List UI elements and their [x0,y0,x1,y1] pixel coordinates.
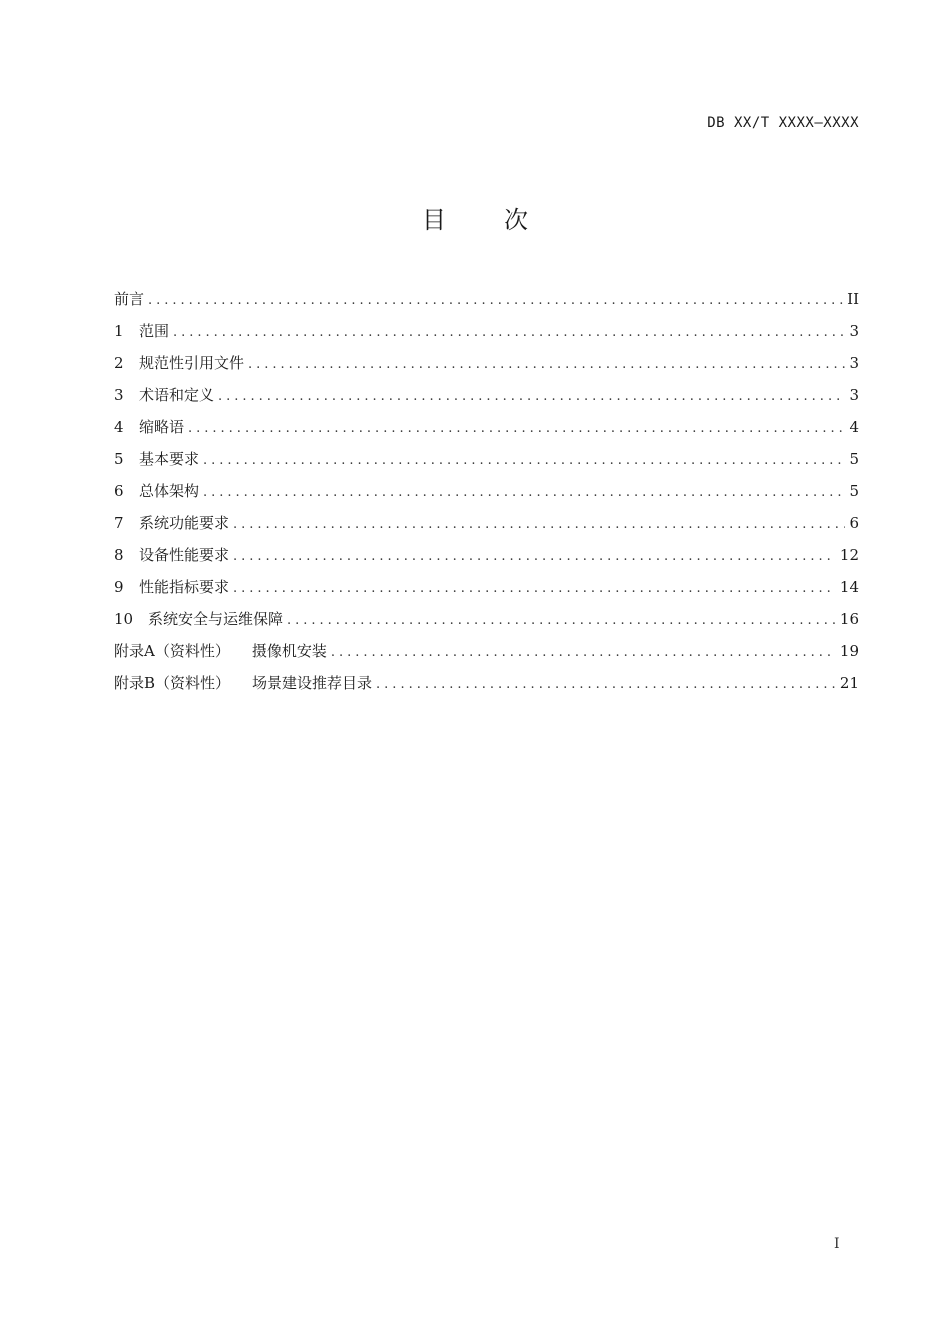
toc-entry-number: 附录B（资料性） [114,674,231,692]
toc-entry-6[interactable] [114,480,859,512]
toc-dot-leader [287,613,836,628]
toc-dot-leader [173,325,845,340]
toc-entry-label: 摄像机安装 [251,642,327,660]
toc-entry-appendix-a[interactable] [114,640,859,672]
toc-dot-leader [203,485,845,500]
toc-title [0,200,950,235]
toc-entry-label: 设备性能要求 [139,546,230,564]
toc-entry-1[interactable] [114,320,859,352]
toc-entry-label: 术语和定义 [139,386,215,404]
toc-entry-page: 4 [849,418,859,436]
toc-entry-label: 系统功能要求 [139,514,230,532]
toc-dot-leader [233,517,845,532]
toc-entry-label: 场景建设推荐目录 [252,674,373,692]
toc-entry-foreword[interactable] [114,288,859,320]
toc-entry-number: 6 [114,482,124,500]
toc-entry-page: 14 [839,578,859,596]
toc-dot-leader [248,357,845,372]
toc-entry-number: 2 [114,354,124,372]
toc-entry-page: 3 [849,322,859,340]
toc-entry-appendix-b[interactable] [114,672,859,704]
toc-entry-page: 6 [849,514,859,532]
toc-entry-page: 21 [839,674,859,692]
toc-entry-label: 系统安全与运维保障 [148,610,284,628]
toc-entry-5[interactable] [114,448,859,480]
toc-entry-7[interactable] [114,512,859,544]
toc-entry-page: 19 [839,642,859,660]
toc-entry-label: 缩略语 [139,418,185,436]
toc-entry-number: 9 [114,578,124,596]
toc-dot-leader [148,293,843,308]
toc-list [114,288,859,704]
toc-entry-8[interactable] [114,544,859,576]
toc-entry-9[interactable] [114,576,859,608]
toc-entry-10[interactable] [114,608,859,640]
toc-entry-label: 前言 [114,290,145,308]
toc-entry-label: 范围 [139,322,170,340]
toc-entry-label: 性能指标要求 [139,578,230,596]
toc-entry-2[interactable] [114,352,859,384]
toc-title-part1: 目 [422,206,446,234]
toc-entry-page: 3 [849,354,859,372]
toc-entry-number: 7 [114,514,124,532]
toc-dot-leader [218,389,845,404]
toc-entry-page: 16 [839,610,859,628]
toc-entry-number: 3 [114,386,124,404]
toc-entry-3[interactable] [114,384,859,416]
toc-entry-page: 3 [849,386,859,404]
toc-entry-label: 基本要求 [139,450,200,468]
toc-entry-number: 1 [114,322,124,340]
toc-title-part2: 次 [504,206,528,234]
toc-entry-number: 5 [114,450,124,468]
toc-dot-leader [203,453,845,468]
document-code: DB XX/T XXXX—XXXX [707,115,859,131]
toc-entry-4[interactable] [114,416,859,448]
page-number: I [834,1236,840,1252]
toc-entry-page: II [847,290,859,308]
toc-entry-page: 5 [849,482,859,500]
toc-entry-number: 10 [114,610,134,628]
toc-entry-page: 12 [839,546,859,564]
toc-entry-number: 4 [114,418,124,436]
toc-entry-label: 规范性引用文件 [139,354,245,372]
toc-dot-leader [233,549,836,564]
toc-entry-number: 附录A（资料性） [114,642,230,660]
toc-entry-number: 8 [114,546,124,564]
toc-entry-label: 总体架构 [139,482,200,500]
toc-dot-leader [331,645,836,660]
toc-dot-leader [376,677,836,692]
toc-entry-page: 5 [849,450,859,468]
toc-dot-leader [233,581,836,596]
toc-dot-leader [188,421,845,436]
